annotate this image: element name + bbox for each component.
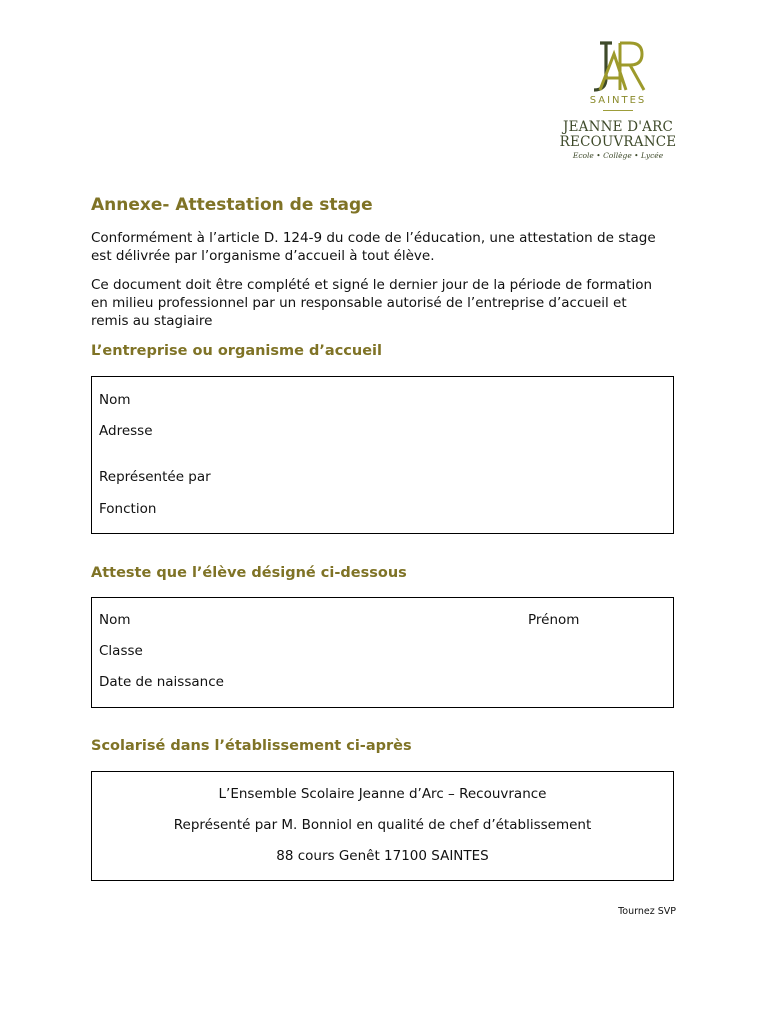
logo-divider: [603, 110, 633, 111]
document-title: Annexe- Attestation de stage: [91, 195, 373, 215]
school-name-line: L’Ensemble Scolaire Jeanne d’Arc – Recouvrance: [218, 786, 547, 802]
logo-school-name: [556, 120, 680, 150]
student-birthdate-label: Date de naissance: [99, 674, 224, 690]
section-school-title: Scolarisé dans l’établissement ci-après: [91, 738, 412, 754]
logo-city: SAINTES: [589, 95, 647, 106]
host-representee-label: Représentée par: [99, 469, 211, 485]
school-box: [91, 771, 674, 881]
turn-over-note: Tournez SVP: [618, 906, 676, 917]
student-nom-label: Nom: [99, 612, 131, 628]
school-representative-line: Représenté par M. Bonniol en qualité de chef d’établissement: [173, 817, 592, 833]
student-box: [91, 597, 674, 708]
student-classe-label: Classe: [99, 643, 143, 659]
school-logo: [556, 40, 680, 166]
host-adresse-label: Adresse: [99, 423, 153, 439]
logo-name-line2: RECOUVRANCE: [559, 134, 677, 150]
jar-monogram-icon: [586, 40, 650, 94]
logo-name-line1: JEANNE D'ARC: [563, 119, 673, 135]
logo-subline: Ecole • Collège • Lycée: [572, 151, 664, 160]
student-prenom-label: Prénom: [528, 612, 580, 628]
section-host-company-title: L’entreprise ou organisme d’accueil: [91, 343, 382, 359]
host-fonction-label: Fonction: [99, 501, 157, 517]
section-student-title: Atteste que l’élève désigné ci-dessous: [91, 565, 407, 581]
intro-paragraph-2: Ce document doit être complété et signé le dernier jour de la période de formation en milieu professionnel par un responsable autorisé de l’entreprise d’accueil et remis au stagiaire: [91, 277, 653, 329]
school-address-line: 88 cours Genêt 17100 SAINTES: [276, 848, 489, 864]
host-nom-label: Nom: [99, 392, 131, 408]
intro-paragraph-1: Conformément à l’article D. 124-9 du code de l’éducation, une attestation de stage est délivrée par l’organisme d’accueil à tout élève.: [91, 230, 656, 264]
host-company-box: [91, 376, 674, 534]
